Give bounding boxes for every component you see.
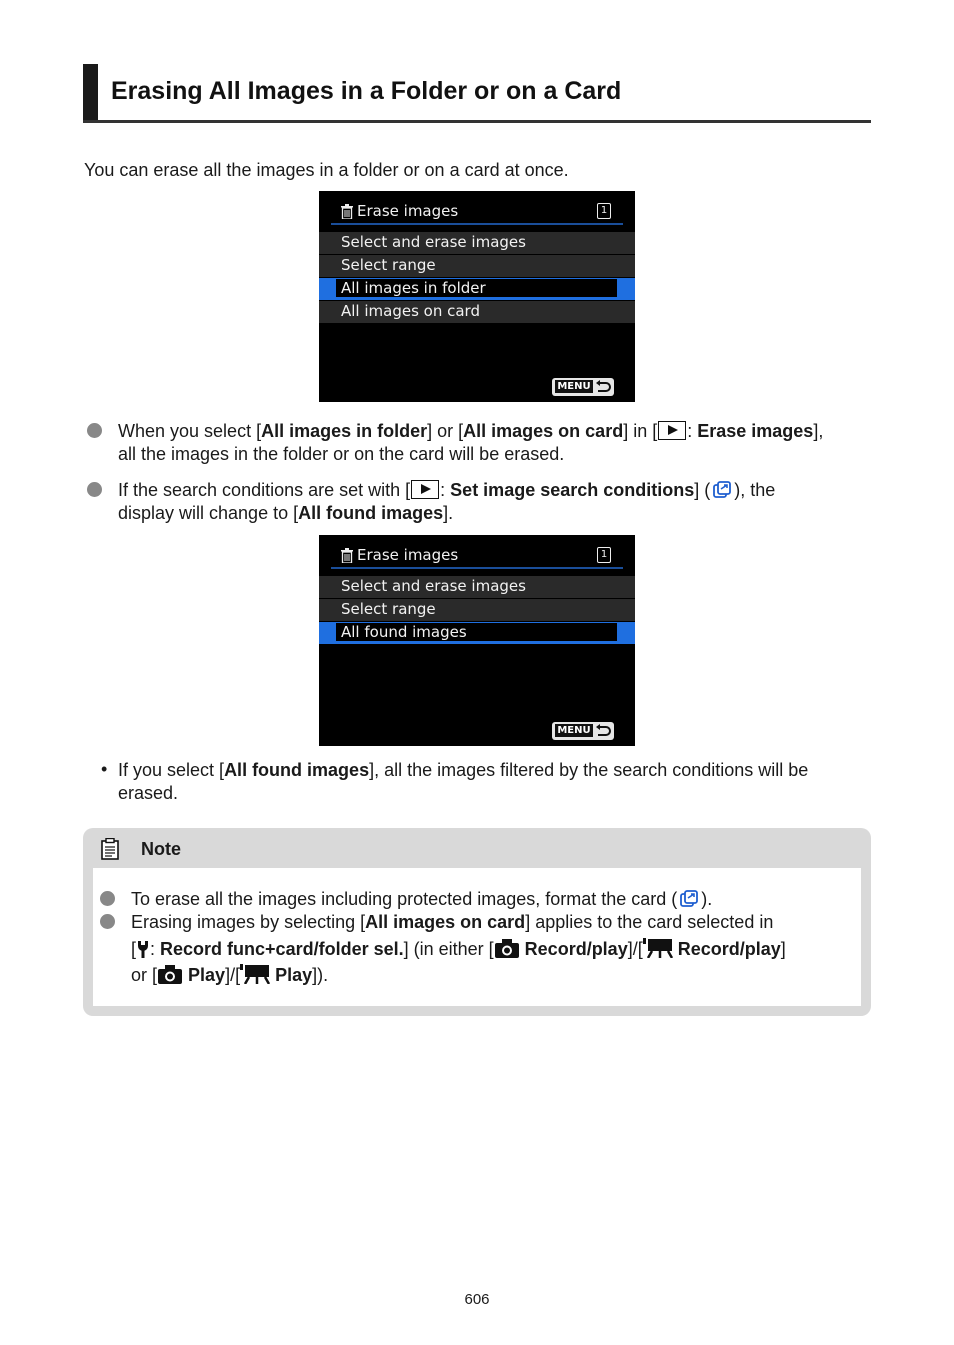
menu-item-select-and-erase[interactable]: Select and erase images (319, 576, 635, 598)
sub-bullet-text-line2: erased. (118, 783, 179, 803)
note-item-2-line2: [ : Record func+card/folder sel.] (in either [ Record/play]/[ Record/play] (131, 939, 786, 959)
card-number-icon: 1 (597, 547, 611, 563)
intro-text: You can erase all the images in a folder or on a card at once. (84, 160, 569, 180)
bullet-text-1-line2: all the images in the folder or on the card will be erased. (118, 444, 565, 464)
wrench-icon (136, 940, 150, 958)
trash-icon (341, 548, 353, 563)
movie-camera-icon (240, 964, 270, 984)
return-arrow-icon (595, 724, 611, 738)
bullet-text-1: When you select [All images in folder] or [All images on card] in [ : Erase images], (118, 421, 824, 441)
menu-item-all-found-images[interactable]: All found images (319, 622, 635, 644)
bullet-dot (100, 914, 115, 929)
note-item-2-line3: or [ Play]/[ Play]). (131, 965, 329, 985)
section-heading (83, 64, 871, 123)
page-title: Erasing All Images in a Folder or on a Card (111, 77, 622, 105)
trash-icon (341, 204, 353, 219)
return-arrow-icon (595, 380, 611, 394)
movie-camera-icon (643, 938, 673, 958)
note-item-2-line1: Erasing images by selecting [All images on card] applies to the card selected in (131, 912, 774, 932)
note-title: Note (141, 839, 181, 859)
bullet-text-2: If the search conditions are set with [ : Set image search conditions] ( ), the (118, 480, 776, 500)
card-number-icon: 1 (597, 203, 611, 219)
menu-back-button[interactable]: MENU (552, 722, 614, 740)
link-icon[interactable] (679, 890, 699, 908)
page-number: 606 (464, 1291, 490, 1308)
sub-bullet-dot: • (101, 759, 108, 779)
sub-bullet-text: If you select [All found images], all the images filtered by the search conditions will be (118, 760, 809, 780)
bullet-dot (100, 891, 115, 906)
heading-bar (83, 64, 98, 120)
bullet-text-2-line2: display will change to [All found images]. (118, 503, 454, 523)
bullet-dot (87, 482, 102, 497)
menu-item-select-range[interactable]: Select range (319, 599, 635, 621)
camera-icon (157, 965, 183, 984)
bullet-dot (87, 423, 102, 438)
playback-icon (411, 480, 439, 499)
link-icon[interactable] (712, 481, 732, 499)
camera-icon (494, 939, 520, 958)
menu-item-all-images-in-folder[interactable]: All images in folder (319, 278, 635, 300)
camera-screen-erase-images-found (319, 535, 635, 746)
note-icon (101, 838, 119, 860)
screen-title: Erase images (357, 202, 459, 220)
screen-title: Erase images (357, 546, 459, 564)
menu-item-all-images-on-card[interactable]: All images on card (319, 301, 635, 323)
camera-screen-erase-images (319, 191, 635, 402)
menu-item-select-range[interactable]: Select range (319, 255, 635, 277)
screen-header (331, 545, 623, 569)
menu-back-button[interactable]: MENU (552, 378, 614, 396)
screen-header (331, 201, 623, 225)
note-item-1: To erase all the images including protected images, format the card ( ). (131, 889, 713, 909)
menu-item-select-and-erase[interactable]: Select and erase images (319, 232, 635, 254)
playback-icon (658, 421, 686, 440)
